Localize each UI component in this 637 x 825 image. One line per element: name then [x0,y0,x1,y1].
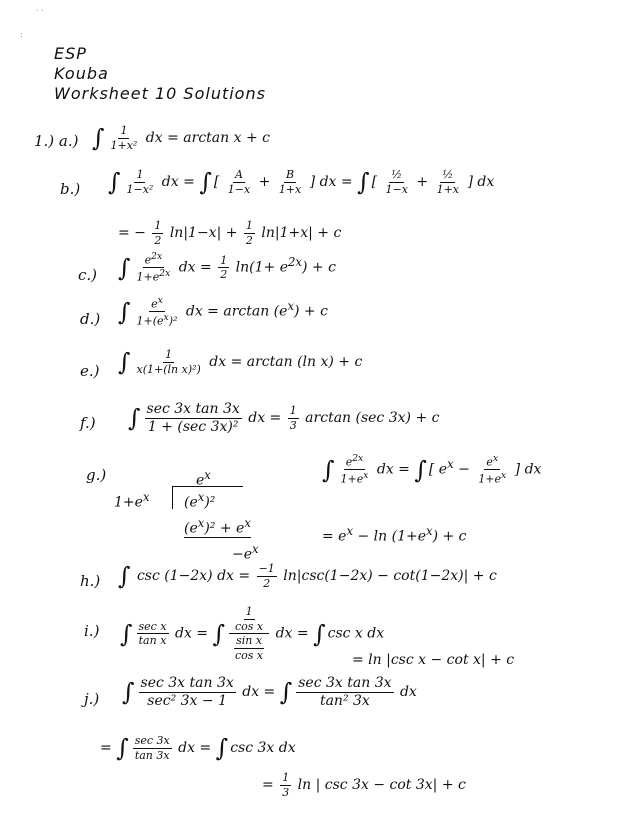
division-remainder: $-e^x$ [232,542,259,563]
problem-label: h.) [80,572,101,590]
problem-1j-equation: ∫ $\frac{\text{sec 3x tan 3x}}{\text{sec² 3x − 1}}$ dx = ∫ $\frac{\text{sec 3x tan 3x}}{\text{tan² 3x}}$ dx [122,675,417,709]
problem-1a-equation: ∫ $\frac{1}{\text{1+x²}}$ dx = arctan x + c [92,123,270,152]
problem-label: g.) [86,466,107,484]
problem-1b-equation: ∫ $\frac{1}{\text{1−x²}}$ dx = ∫ [ $\frac{A}{1-x}$ + $\frac{B}{1+x}$ ] dx = ∫ [ $\frac{\text{½}}{1-x}$ + $\frac{\text{½}}{1+x}$ ] dx [108,167,495,196]
problem-1d-equation: ∫ $\frac{e^x}{1+(e^x)^2}$ dx = $\arctan (e^x) + c$ [118,295,328,328]
stray-mark: · · [36,6,44,15]
problem-1i-equation: ∫ $\frac{\text{sec x}}{\text{tan x}}$ dx = ∫ $\frac{\frac{1}{\text{cos x}}}{\frac{\text{sin x}}{\text{cos x}}}$ dx = ∫ csc x dx [120,605,385,662]
problem-label: b.) [60,180,81,198]
problem-label: 1.) a.) [34,132,79,150]
page-title: Worksheet 10 Solutions [54,84,266,103]
problem-1j-step: = ∫ $\frac{\sec 3x}{\tan 3x}$ dx = ∫ csc 3x dx [100,733,296,762]
problem-label: d.) [80,310,101,328]
division-dividend: $(e^x)^2$ [184,490,216,511]
problem-label: f.) [80,414,96,432]
problem-1i-result: = ln |csc x − cot x| + c [352,652,515,668]
division-quotient: $e^x$ [196,468,211,489]
stray-mark: : [20,30,23,39]
instructor-name: Kouba [54,64,109,83]
problem-1j-result: = $\frac{1}{3}$ ln | csc 3x − cot 3x| + c [262,771,466,799]
division-subtract: $(e^x)^2 + e^x$ [184,516,251,537]
problem-1e-equation: ∫ $\frac{1}{\text{x(1+(ln x)²)}}$ dx = arctan (ln x) + c [118,347,363,376]
problem-label: i.) [84,622,100,640]
problem-1c-equation: ∫ $\frac{e^{2x}}{1+e^{2x}}$ dx = $\frac{1}{2}$ $\ln(1+ e^{2x}) + c$ [118,251,336,284]
problem-1h-equation: ∫ csc (1−2x) dx = $\frac{-1}{2}$ ln|csc(1−2x) − cot(1−2x)| + c [118,561,497,590]
division-divisor: $1+e^x$ [114,490,150,511]
problem-1b-result: = − $\frac{1}{2}$ ln|1−x| + $\frac{1}{2}$ ln|1+x| + c [118,219,342,247]
problem-label: e.) [80,362,100,380]
problem-1f-equation: ∫ $\frac{\text{sec 3x tan 3x}}{\text{1 + (sec 3x)²}}$ dx = $\frac{1}{3}$ arctan (sec 3x) + c [128,401,440,435]
problem-1g-result: = $e^x - \ln (1+e^x) + c$ [322,524,467,545]
problem-label: c.) [78,266,98,284]
problem-1g-equation: ∫ $\frac{e^{2x}}{1+e^x}$ dx = ∫ [ $e^x$ − $\frac{e^x}{1+e^x}$ ] dx [322,453,542,486]
problem-label: j.) [84,690,100,708]
course-name: ESP [54,44,87,63]
